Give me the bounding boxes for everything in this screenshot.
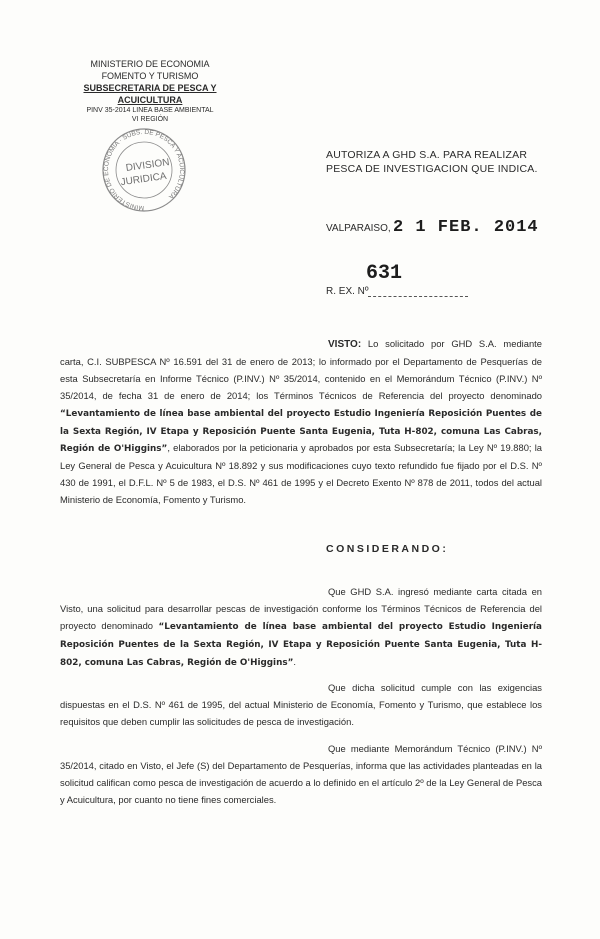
document-reference: AUTORIZA A GHD S.A. PARA REALIZAR PESCA DE INVESTIGACION QUE INDICA. [326,149,538,175]
visto-paragraph [60,336,542,509]
considerando-1-text-c: . [293,655,296,667]
visto-label: VISTO: [328,339,362,350]
stamp-line1: DIVISION [125,157,171,175]
stamped-date: 2 1 FEB. 2014 [393,218,539,237]
ministry-name: MINISTERIO DE ECONOMIA [90,59,210,69]
juridica-stamp [94,126,194,214]
considerando-paragraph-1 [60,584,542,672]
resolution-label: R. EX. Nº [326,286,369,297]
considerando-paragraph-3: Que mediante Memorándum Técnico (P.INV.) Nº 35/2014, citado en Visto, el Jefe (S) del Departamento de Pesquerías, informa que las actividades planteadas en la solicitud califican como pesca de investigación de acuerdo a lo definido en el artículo 2º de la Ley General de Pesca y Acuicultura, por cuanto no tiene fines comerciales. [60,743,542,805]
place-label: VALPARAISO, [326,223,391,234]
region-reference: VI REGIÓN [131,116,169,123]
resolution-underline [368,296,468,297]
visto-text-2: , elaborados por la peticionaria y aprobados por esta Subsecretaría; la Ley Nº 19.880; la Ley General de Pesca y Acuicultura Nº 18.892 y sus modificaciones cuyo texto refundido fue fijado por el D.S. Nº 430 de 1991, el D.F.L. Nº 5 de 1983, el D.S. Nº 461 de 1995 y el Decreto Exento Nº 878 de 2011, todos del actual Ministerio de Economía, Fomento y Turismo. [60,442,542,506]
visto-project-name: “Levantamiento de línea base ambiental del proyecto Estudio Ingeniería Reposición Puentes de la Sexta Región, IV Etapa y Reposición Puente Santa Eugenia, Tuta H-802, comuna Las Cabras, Región de O'Higgins” [60,408,542,455]
subsecretaria-name: SUBSECRETARIA DE PESCA Y ACUICULTURA [83,83,217,105]
stamp-ring-text: MINISTERIO DE ECONOMIA · SUBS. DE PESCA Y ACUICULTURA [102,128,186,212]
resolution-number: 631 [366,262,403,285]
file-reference: PINV 35-2014 LINEA BASE AMBIENTAL [86,107,214,114]
stamp-line2: JURIDICA [120,170,168,189]
considerando-paragraph-2: Que dicha solicitud cumple con las exigencias dispuestas en el D.S. Nº 461 de 1995, del actual Ministerio de Economía, Fomento y Turismo, que establece los requisitos que deben cumplir las solicitudes de pesca de investigación. [60,682,542,727]
considerando-heading: CONSIDERANDO: [326,543,449,555]
letterhead [60,58,240,124]
considerando-1-project-name: “Levantamiento de línea base ambiental del proyecto Estudio Ingeniería Reposición Puentes de la Sexta Región, IV Etapa y Reposición Puente Santa Eugenia, Tuta H-802, comuna Las Cabras, Región de O'Higgins” [60,621,542,668]
considerando-1-text-a: Que GHD S.A. ingresó mediante carta citada en Visto, una solicitud para desarrollar pescas de investigación conforme los Términos Técnicos de Referencia del proyecto denominado [60,586,542,631]
visto-text-1: Lo solicitado por GHD S.A. mediante carta, C.I. SUBPESCA Nº 16.591 del 31 de enero de 2013; lo informado por el Departamento de Pesquerías de esta Subsecretaría en Informe Técnico (P.INV.) Nº 35/2014, contenido en el Memorándum Técnico (P.INV.) Nº 35/2014, de fecha 31 de enero de 2014; los Términos Técnicos de Referencia del proyecto denominado [60,338,542,401]
ministry-subname: FOMENTO Y TURISMO [101,71,199,81]
